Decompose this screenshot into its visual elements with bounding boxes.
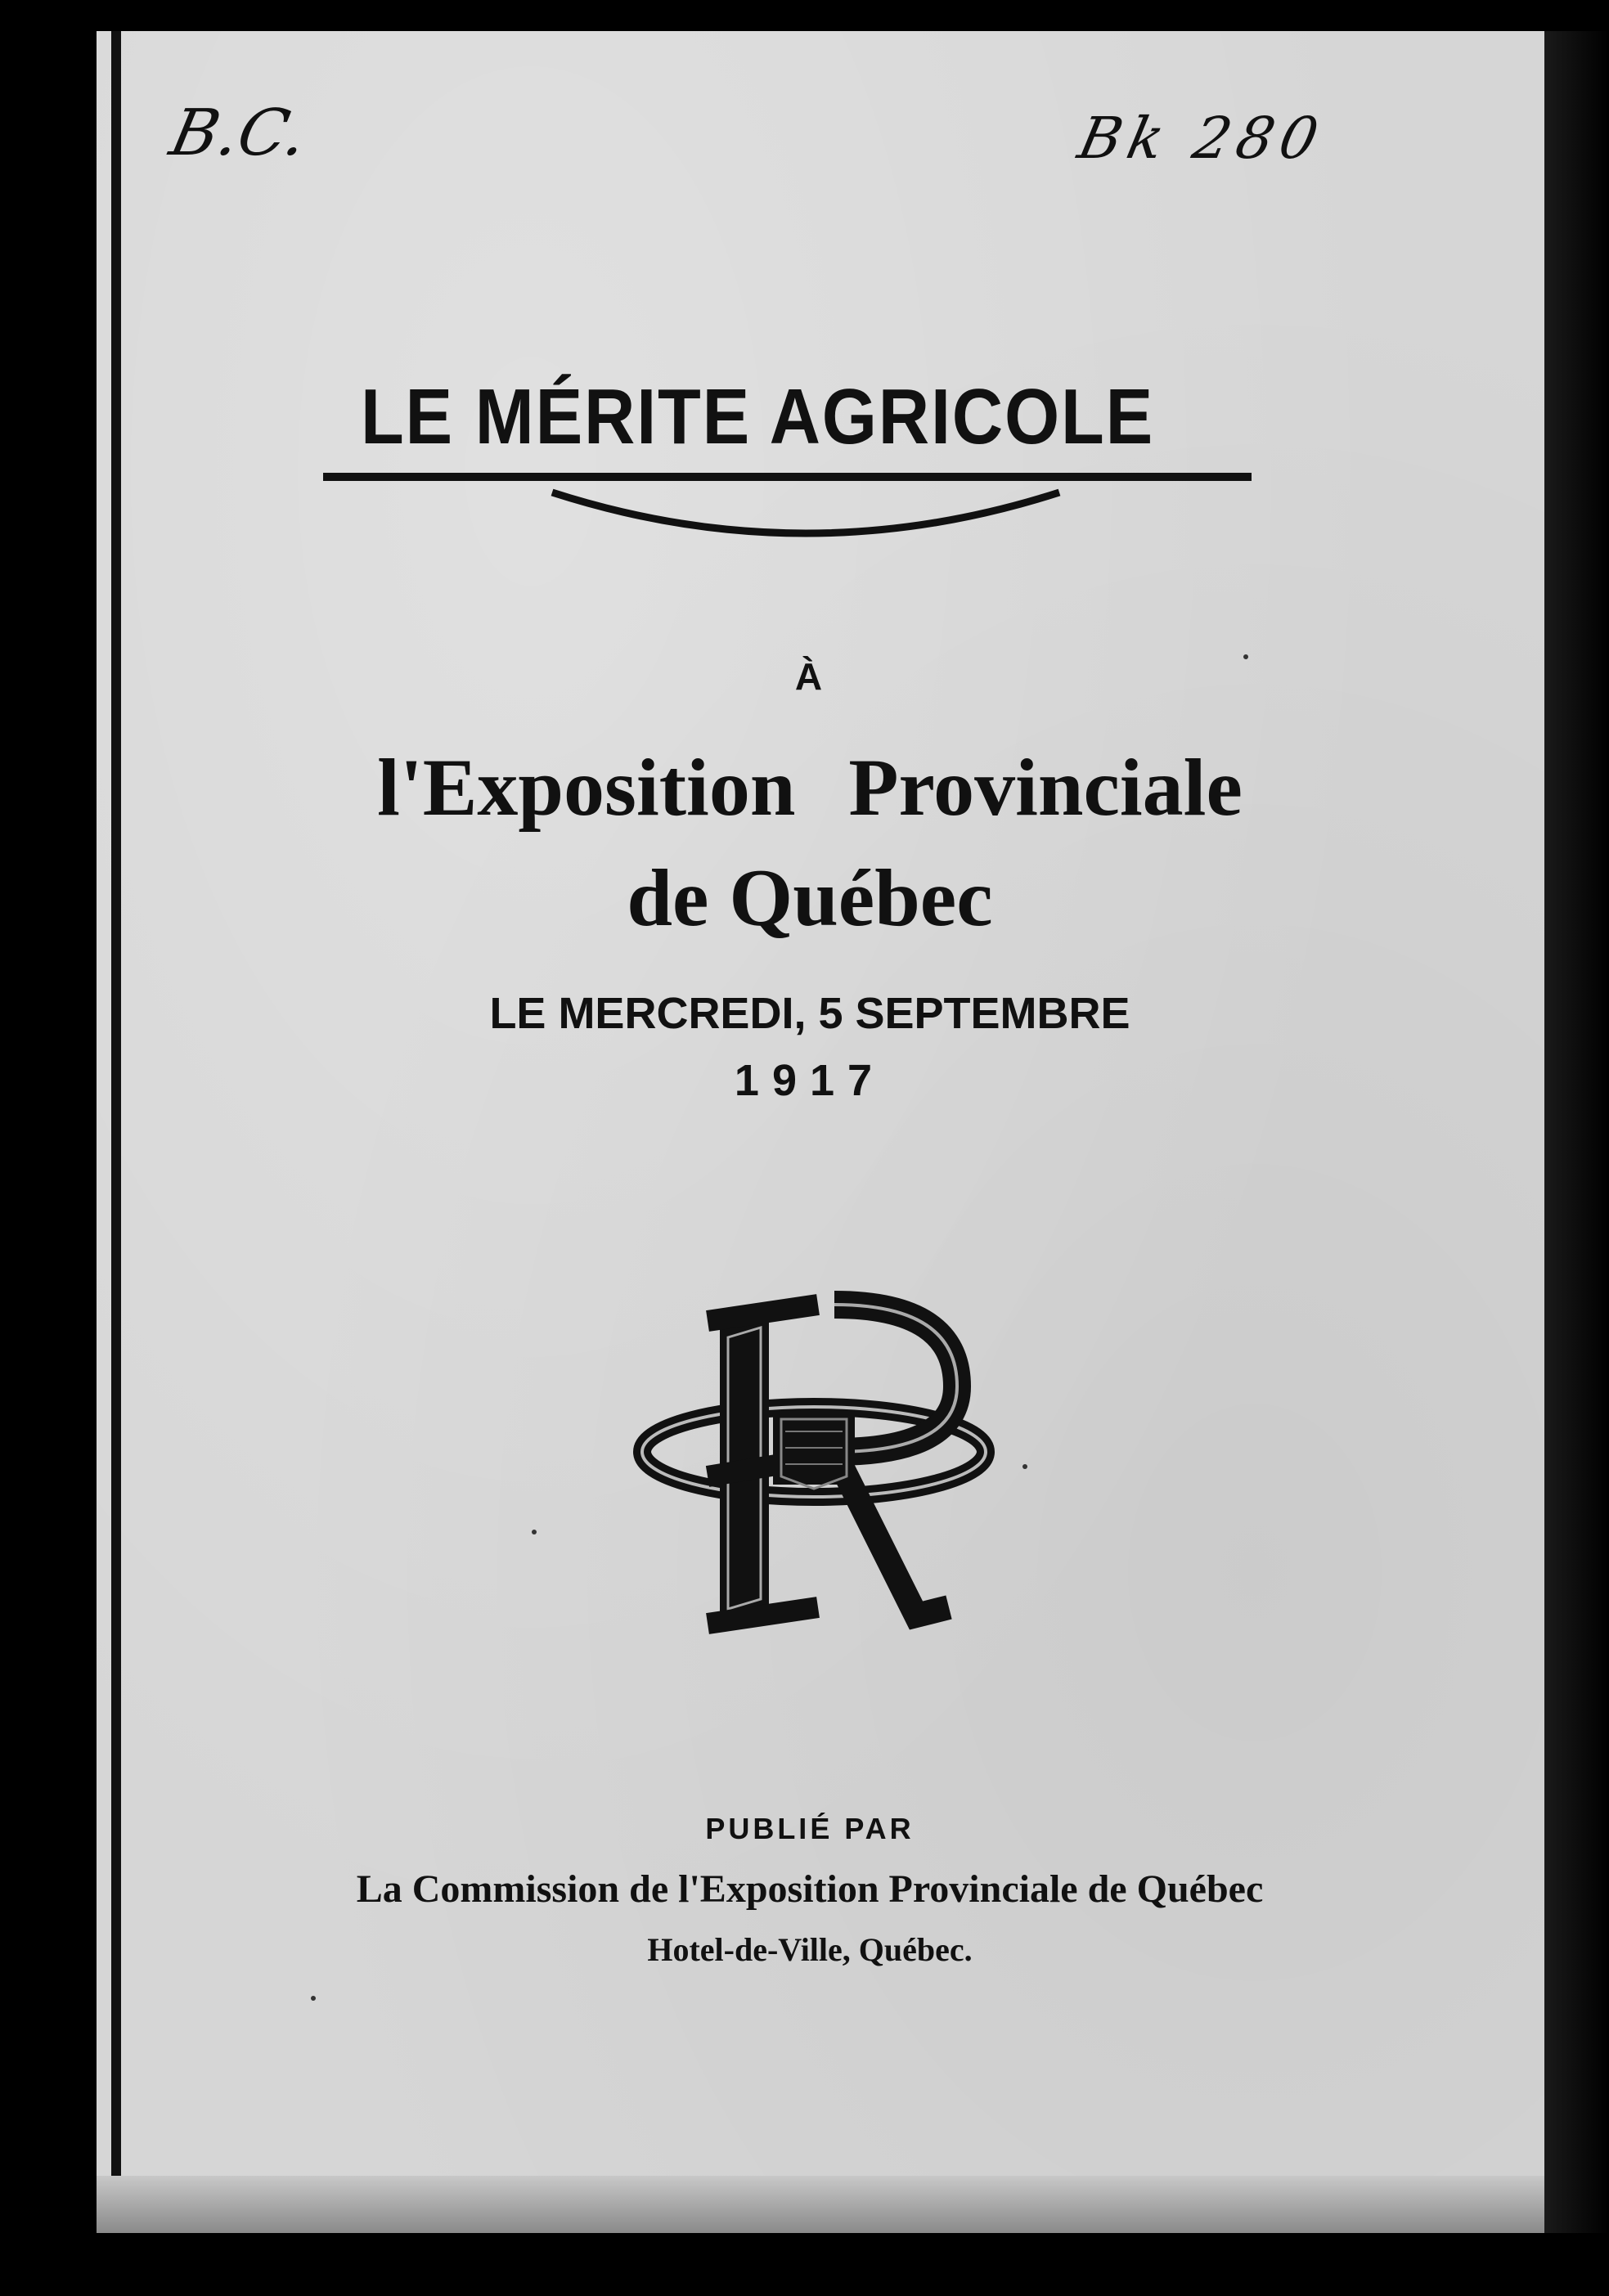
publisher-label: PUBLIÉ PAR [705,1812,915,1845]
event-year: 1917 [734,1056,886,1105]
exposition-heading-line1: l'Exposition Provinciale [377,742,1243,833]
preposition: À [794,655,823,698]
event-date: LE MERCREDI, 5 SEPTEMBRE [489,989,1130,1038]
publisher-address: Hotel-de-Ville, Québec. [647,1931,973,1968]
speck [1243,654,1248,659]
title-underline [323,473,1252,481]
speck [532,1530,537,1534]
handwritten-note-right: Bk 280 [1072,105,1331,172]
document-title: LE MÉRITE AGRICOLE [360,373,1155,461]
monogram-emblem [630,1288,998,1640]
page-edge-shadow [1544,31,1609,2233]
speck [311,1996,316,2001]
binding-edge [111,31,121,2233]
page-bottom-shadow [97,2176,1544,2233]
ornament-arc [544,484,1067,550]
exposition-heading-line2: de Québec [627,852,993,943]
speck [1022,1464,1027,1469]
handwritten-note-left: B.C. [164,97,314,170]
publisher-name: La Commission de l'Exposition Provinciale de Québec [356,1867,1264,1911]
